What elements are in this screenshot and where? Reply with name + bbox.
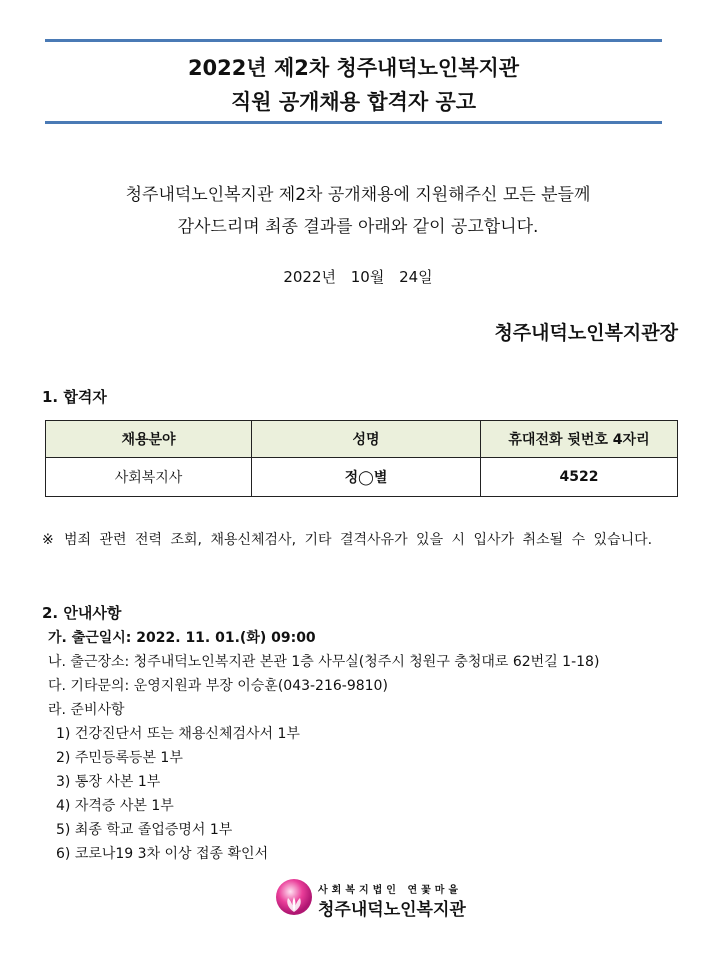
- notice-note: [42, 528, 682, 552]
- col-header-field: 채용분야: [46, 421, 252, 458]
- page-title-line1: 2022년 제2차 청주내덕노인복지관: [187, 56, 520, 80]
- header-bottom-rule: [45, 121, 662, 124]
- notice-text: 범죄 관련 전력 조회, 채용신체검사, 기타 결격사유가 있을 시 입사가 취소될 수 있습니다.: [64, 532, 653, 548]
- organization-logo: [274, 878, 474, 922]
- cell-field: 사회복지사: [46, 458, 252, 497]
- prep-item: 3) 통장 사본 1부: [56, 774, 161, 790]
- cell-phone: 4522: [481, 458, 678, 497]
- intro-line1: 청주내덕노인복지관 제2차 공개채용에 지원해주신 모든 분들께: [125, 185, 591, 205]
- intro-line2: 감사드리며 최종 결과를 아래와 같이 공고합니다.: [177, 217, 539, 237]
- col-header-phone: 휴대전화 뒷번호 4자리: [481, 421, 678, 458]
- announcement-date: 2022년 10월 24일: [283, 268, 433, 286]
- lotus-emblem-icon: [274, 878, 314, 918]
- table-row: [46, 458, 678, 497]
- item-preparation: 라. 준비사항: [48, 702, 125, 718]
- prep-item: 4) 자격증 사본 1부: [56, 798, 174, 814]
- col-header-name: 성명: [252, 421, 481, 458]
- signer-name: 청주내덕노인복지관장: [494, 322, 678, 344]
- cell-name: 정◯별: [252, 458, 481, 497]
- section2-heading: 2. 안내사항: [42, 604, 122, 622]
- logo-name: 청주내덕노인복지관: [318, 900, 466, 920]
- reference-mark: ※: [42, 532, 54, 548]
- prep-item: 1) 건강진단서 또는 채용신체검사서 1부: [56, 726, 300, 742]
- table-header-row: [46, 421, 678, 458]
- item-location: 나. 출근장소: 청주내덕노인복지관 본관 1층 사무실(청주시 청원구 충청대로 62번길 1-18): [48, 654, 600, 670]
- header-top-rule: [45, 39, 662, 42]
- logo-subtitle: 사회복지법인 연꽃마을: [318, 885, 463, 896]
- prep-item: 2) 주민등록등본 1부: [56, 750, 183, 766]
- prep-item: 5) 최종 학교 졸업증명서 1부: [56, 822, 233, 838]
- item-start-date: 가. 출근일시: 2022. 11. 01.(화) 09:00: [48, 630, 316, 646]
- page-title-line2: 직원 공개채용 합격자 공고: [230, 90, 477, 114]
- result-table: [45, 420, 678, 497]
- section1-heading: 1. 합격자: [42, 388, 107, 406]
- prep-item: 6) 코로나19 3차 이상 접종 확인서: [56, 846, 269, 862]
- item-contact: 다. 기타문의: 운영지원과 부장 이승훈(043-216-9810): [48, 678, 388, 694]
